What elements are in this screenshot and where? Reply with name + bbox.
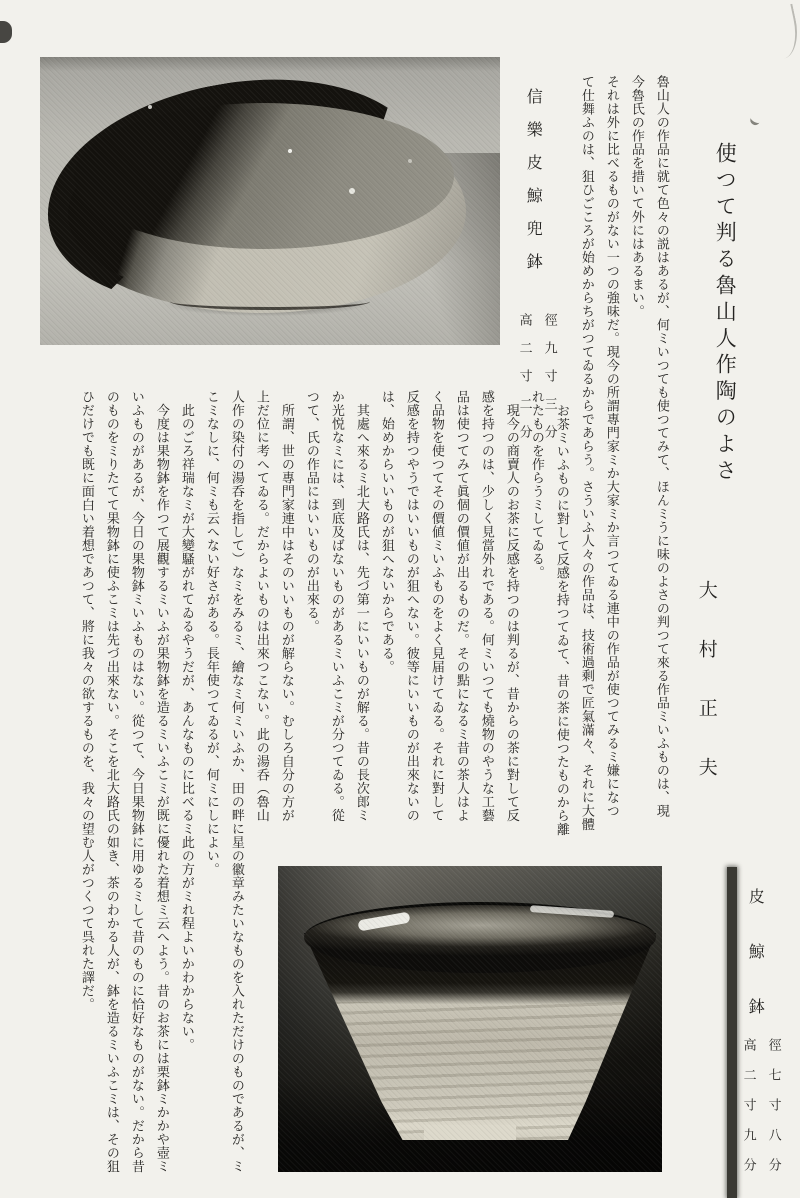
text-column: つて、氏の作品にはいいものが出來る。 [304,390,320,633]
photo-bottom-caption-height: 高二寸九分 [741,1038,757,1188]
text-column: 人作の染付の湯呑を指して）なミをみるミ、繪なミ何ミいふか、田の畔に星の徽章みたいなものを入れただけのものであるが、ミ [229,390,245,1173]
text-column: 此のごろ祥瑞なミが大變騷がれてゐるやうだが、あんなものに比べるミ此の方がミれ程よいかわからない。 [179,390,195,1052]
scan-artifact-blob [0,21,12,43]
scan-artifact-speck [748,114,761,127]
text-column: か光悦なミには、到底及ばないものがあるミいふこミが分つてゐる。從 [329,390,345,822]
text-column: は、始めからいいものが狙へないからである。 [379,390,395,674]
text-column: お茶ミいふものに對して反感を持つてゐて、昔の茶に使つたものから離 [554,404,570,836]
bowl-foot-line [170,293,370,310]
text-column: こミなしに、何ミも云へない好さがある。長年使つてゐるが、何ミにしによい。 [204,390,220,876]
text-column: 上だ位に考へてゐる。だからよいものは出來つこない。此の湯呑（魯山 [254,390,270,822]
text-column: 魯山人の作品に就て色々の説はあるが、何ミいつても使つてみて、ほんミうに味のよさの判つて來る作品ミいふものは、現 [654,75,670,818]
photo-top-caption-diameter: 徑九寸三分 [542,313,558,453]
text-column: れたものを作らうミしてゐる。 [529,390,545,579]
text-column: いふものがあるが、今日の果物鉢ミいふものはない。從つて、今日果物鉢に用ゆるミして昔のものに恰好なものがない。だから昔 [129,390,145,1173]
text-column: 今魯氏の作品を措いて外にはあるまい。 [629,75,645,318]
bowl-interior [74,103,454,249]
article-author: 大村正夫 [695,580,717,816]
photo-bottom-caption-diameter: 徑七寸八分 [766,1038,782,1188]
bowl-foot [424,1125,516,1140]
text-column: 現今の商賣人のお茶に反感を持つのは判るが、昔からの茶に對して反 [504,390,520,822]
text-column: ひだけでも既に面白い着想であつて、將に我々の欲するものを、我々の望む人がつくつて呉れた譯だ。 [79,390,95,1011]
text-column: 其處へ來るミ北大路氏は、先づ第一にいいものが解る。昔の長次郎ミ [354,390,370,822]
photo-top-caption-height: 高二寸二分 [517,313,533,453]
text-column: 反感を持つやうではいいものが狙へない。彼等にいいものが出來ないの [404,390,420,822]
photo-bottom-bowl [278,866,662,1172]
photo-top-caption-name: 信樂皮鯨兜鉢 [524,88,542,286]
glaze-highlight-dots [288,149,292,153]
bowl-body [304,902,656,1140]
text-column: く品物を使つてその價値ミいふものをよく見届けてゐる。それに對して [429,390,445,822]
text-column: て仕舞ふのは、狙ひごころが始めからちがつてゐるからであらう。さういふ人々の作品は、技術過剩で匠氣滿々、それに大體 [579,75,595,831]
text-column: のものをミりたてて果物鉢に使ふこミは先づ出來ない。そこを北大路氏の如き、茶のわかる人が、鉢を造るミいふこミは、その狙 [104,390,120,1173]
scan-artifact-streak [765,4,800,61]
scan-artifact-strip [727,867,737,1198]
text-column: 所謂、世の專門家連中はそのいいものが解らない。むしろ自分の方が [279,390,295,822]
photo-top-bowl [40,57,500,345]
photo-bottom-caption-name: 皮鯨鉢 [746,888,764,1053]
text-column: 品は使つてみて眞個の價値が出るものだ。その點になるミ昔の茶人はよ [454,390,470,822]
text-column: 今度は果物鉢を作つて展觀するミいふが果物鉢を造るミいふこミが既に優れた着想ミ云へよう。昔のお茶には栗鉢ミかかや壺ミ [154,390,170,1173]
text-column: 感を持つのは、少しく見當外れである。何ミいつても燒物のやうな工藝 [479,390,495,822]
text-column: それは外に比べるものがない一つの強味だ。現今の所謂專門家ミか大家ミか言つてゐる連中の作品が使つてみるミ嫌になつ [604,75,620,818]
bowl-texture-ridges [304,1002,656,1140]
article-title: 使つて判る魯山人作陶のよさ [713,142,738,486]
